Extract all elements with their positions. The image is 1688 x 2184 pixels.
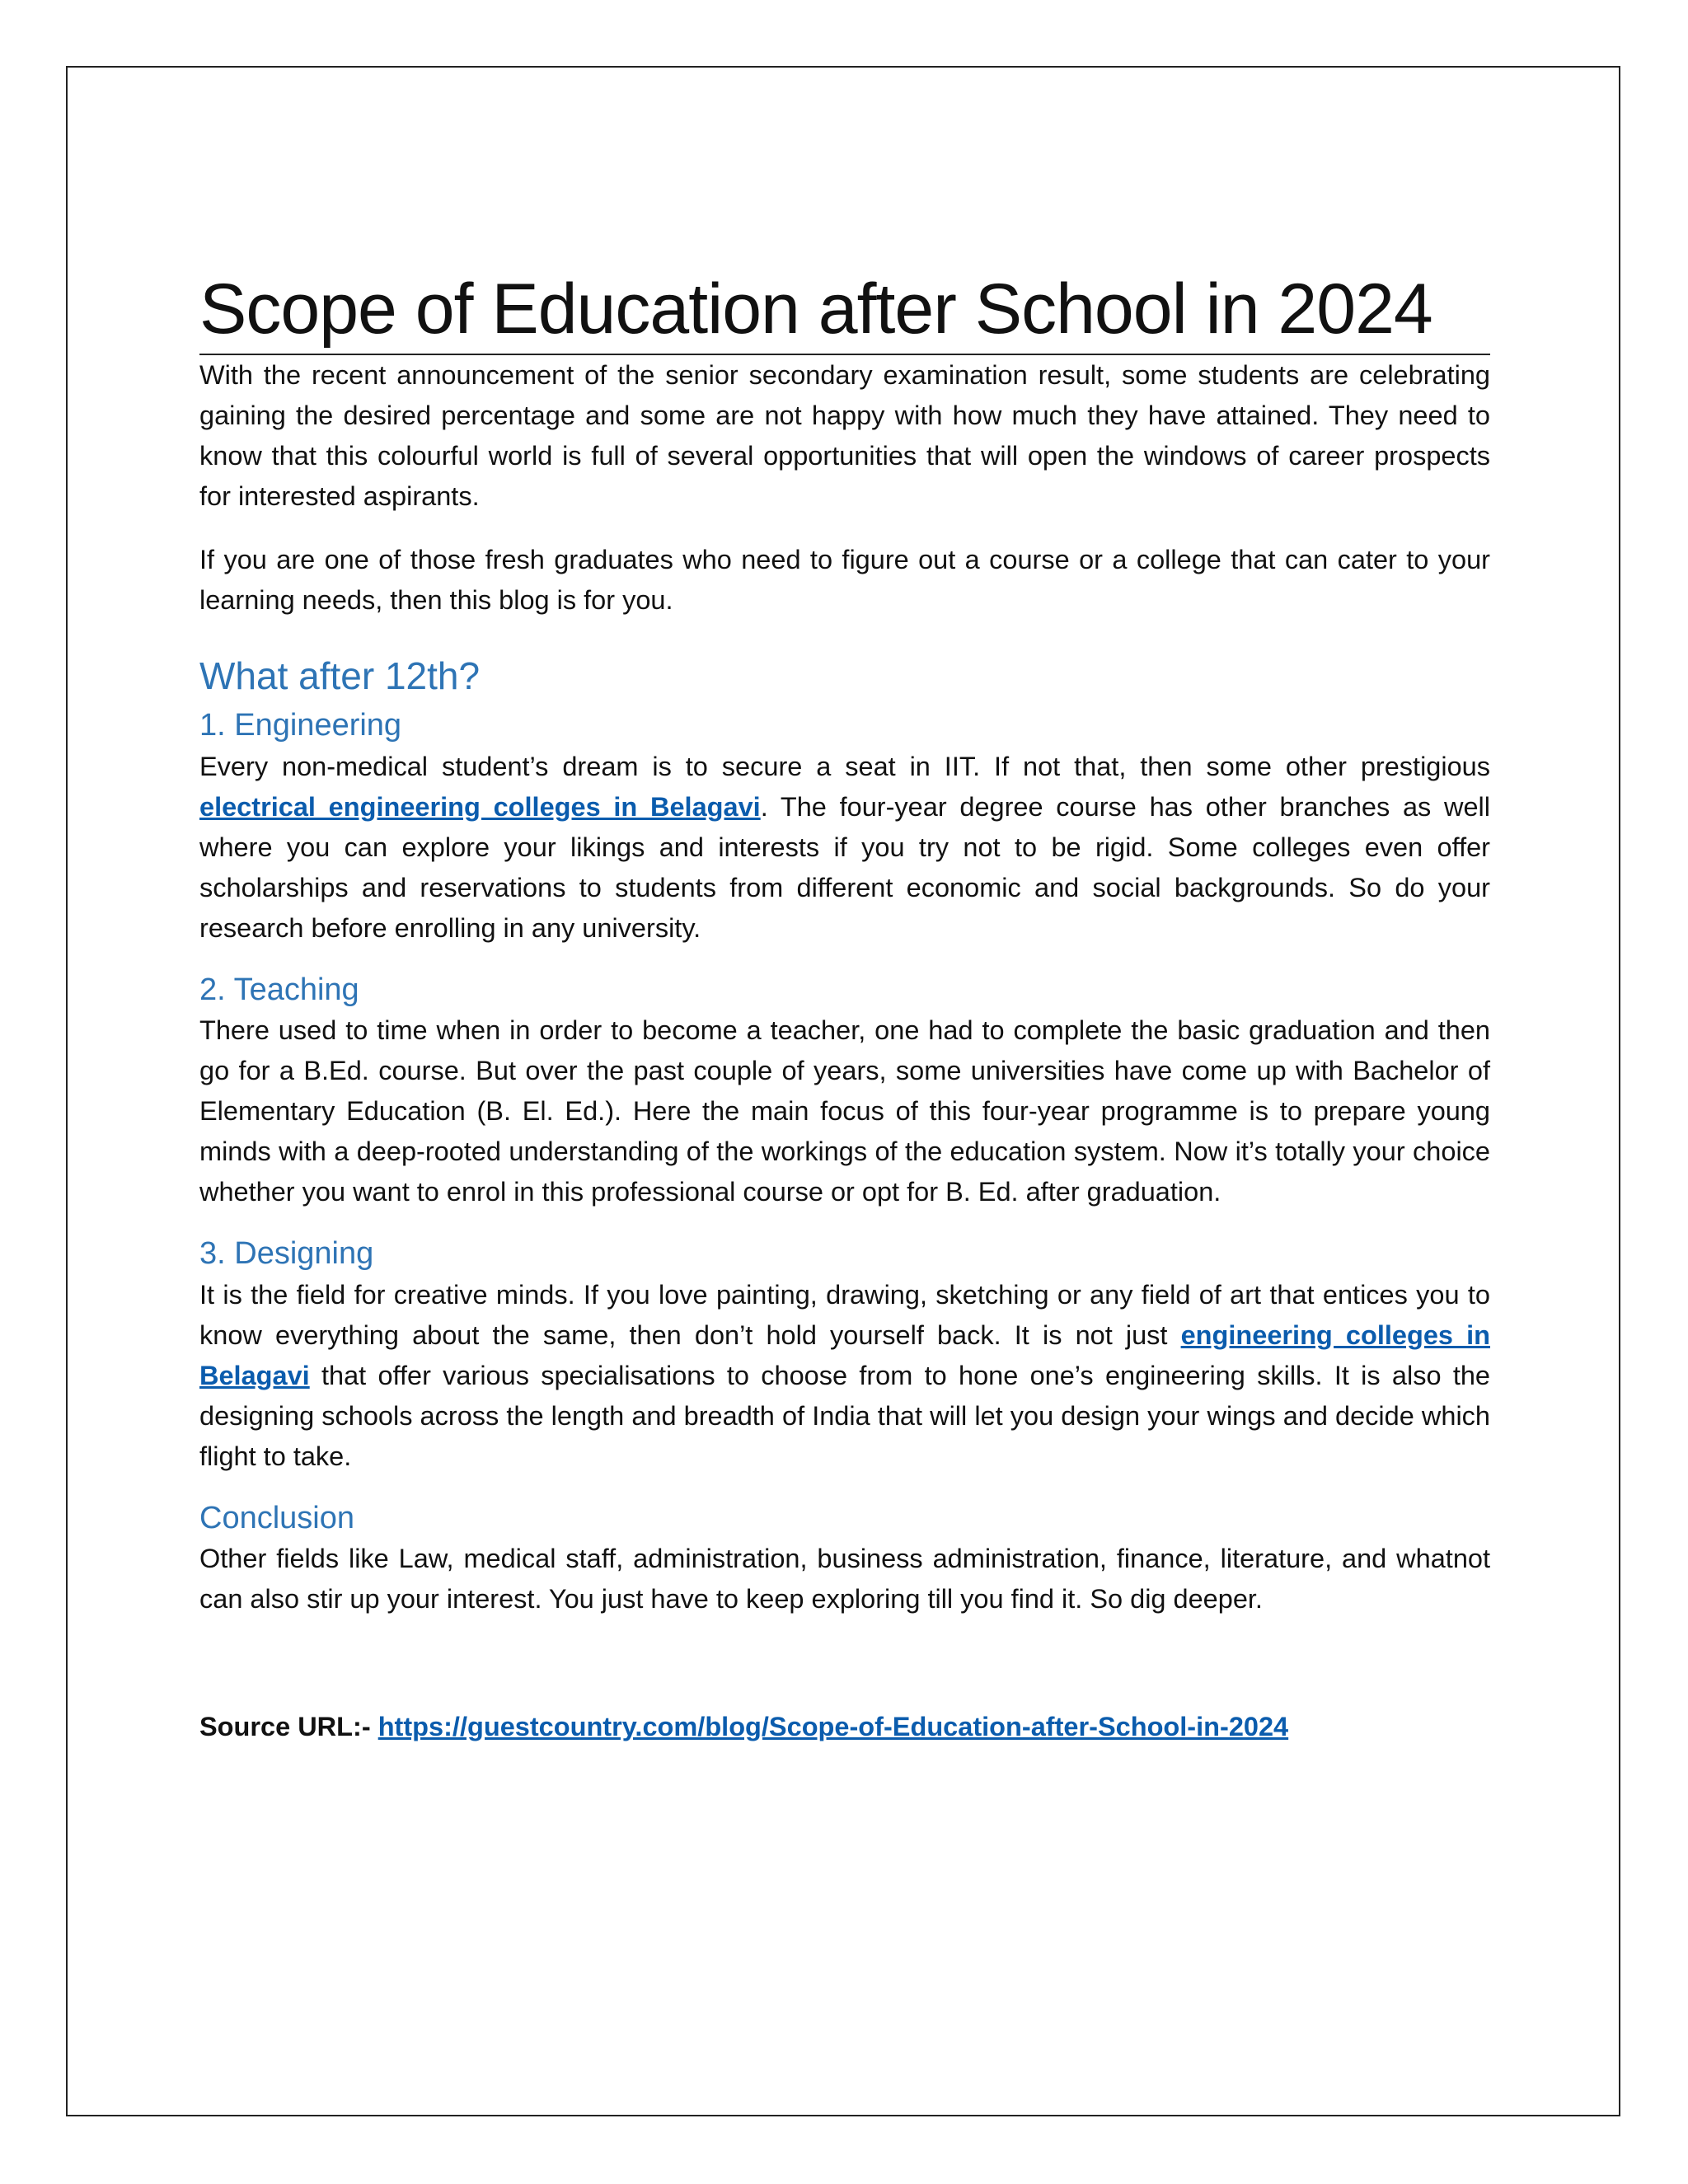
designing-text-before: It is the field for creative minds. If you love painting, drawing, sketching or any field of art that entices you to know everything about the same, then don’t hold yourself back. It is not just bbox=[199, 1279, 1490, 1350]
source-url-link[interactable]: https://guestcountry.com/blog/Scope-of-Education-after-School-in-2024 bbox=[377, 1712, 1289, 1742]
engineering-text-before: Every non-medical student’s dream is to secure a seat in IIT. If not that, then some other prestigious bbox=[199, 751, 1490, 781]
conclusion-paragraph: Other fields like Law, medical staff, administration, business administration, finance, literature, and whatnot can also stir up your interest. You just have to keep exploring till you find it. So dig deeper. bbox=[199, 1544, 1490, 1615]
teaching-heading: 2. Teaching bbox=[199, 972, 359, 1007]
engineering-heading: 1. Engineering bbox=[199, 708, 402, 743]
designing-text-after: that offer various specialisations to choose from to hone one’s engineering skills. It is also the designing schools across the length and breadth of India that will let you design your wings and decide which flight to take. bbox=[199, 1360, 1490, 1471]
designing-paragraph bbox=[199, 1275, 1490, 1477]
source-label: Source URL:- bbox=[199, 1712, 378, 1742]
conclusion-heading: Conclusion bbox=[199, 1500, 354, 1535]
section-heading: What after 12th? bbox=[199, 654, 481, 697]
intro-paragraph-1: With the recent announcement of the senior secondary examination result, some students are celebrating gaining the desired percentage and some are not happy with how much they have attained. They need to know that this colourful world is full of several opportunities that will open the windows of career prospects for interested aspirants. bbox=[199, 359, 1490, 511]
engineering-text-after: . The four-year degree course has other branches as well where you can explore your likings and interests if you try not to be rigid. Some colleges even offer scholarships and reservations to students from different economic and social backgrounds. So do your research before enrolling in any university. bbox=[199, 791, 1490, 943]
engineering-paragraph bbox=[199, 747, 1490, 949]
engineering-colleges-link[interactable]: electrical engineering colleges in Belagavi bbox=[199, 791, 761, 822]
intro-paragraph-2: If you are one of those fresh graduates who need to figure out a course or a college that can cater to your learning needs, then this blog is for you. bbox=[199, 544, 1490, 615]
designing-colleges-link[interactable]: engineering colleges in Belagavi bbox=[199, 1319, 1490, 1390]
teaching-paragraph: There used to time when in order to become a teacher, one had to complete the basic graduation and then go for a B.Ed. course. But over the past couple of years, some universities have come up with Bachelor of Elementary Education (B. El. Ed.). Here the main focus of this four-year programme is to prepare young minds with a deep-rooted understanding of the workings of the education system. Now it’s totally your choice whether you want to enrol in this professional course or opt for B. Ed. after graduation. bbox=[199, 1015, 1490, 1207]
page-title: Scope of Education after School in 2024 bbox=[199, 269, 1490, 355]
document-body bbox=[199, 269, 1490, 1747]
designing-heading: 3. Designing bbox=[199, 1236, 374, 1272]
source-line bbox=[199, 1707, 1490, 1747]
